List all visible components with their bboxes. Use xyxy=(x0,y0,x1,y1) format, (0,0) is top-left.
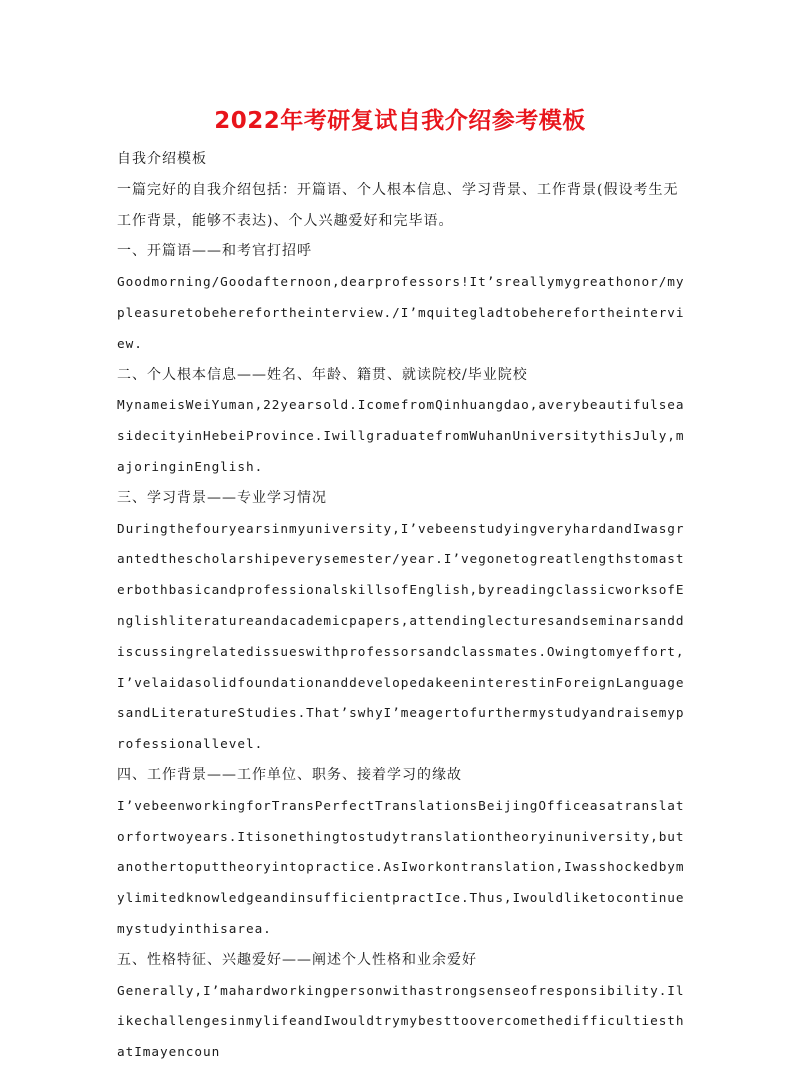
english-paragraph: MynameisWeiYuman,22yearsold.IcomefromQinhuangdao,averybeautifulseasidecityinHebeiProvince.IwillgraduatefromWuhanUniversitythisJuly,majoringinEnglish. xyxy=(117,397,685,474)
english-paragraph: Goodmorning/Goodafternoon,dearprofessors!It’sreallymygreathonor/mypleasuretobeherefortheinterview./I’mquitegladtobeherefortheinterview. xyxy=(117,274,685,351)
intro-paragraph: 一篇完好的自我介绍包括：开篇语、个人根本信息、学习背景、工作背景(假设考生无工作背景，能够不表达)、个人兴趣爱好和完毕语。 xyxy=(117,181,679,229)
document-title: 2022年考研复试自我介绍参考模板 xyxy=(214,108,586,134)
section-heading: 三、学习背景——专业学习情况 xyxy=(117,489,327,506)
english-paragraph: I’vebeenworkingforTransPerfectTranslationsBeijingOfficeasatranslatorfortwoyears.Itisonethingtostudytranslationtheoryinuniversity,butanothertoputtheoryintopractice.AsIworkontranslation,IwasshockedbymylimitedknowledgeandinsufficientpractIce.Thus,Iwouldliketocontinuemystudyinthisarea. xyxy=(117,797,685,936)
english-paragraph: Duringthefouryearsinmyuniversity,I’vebeenstudyingveryhardandIwasgrantedthescholarshipeverysemester/year.I’vegonetogreatlengthstomasterbothbasicandprofessionalskillsofEnglish,byreadingclassicworksofEnglishliteratureandacademicpapers,attendinglecturesandseminarsanddiscussingrelatedissueswithprofessorsandclassmates.Owingtomyeffort,I’velaidasolidfoundationanddevelopedakeeninterestinForeignLanguagesandLiteratureStudies.That’swhyI’meagertofurthermystudyandraisemyprofessionallevel. xyxy=(117,520,685,752)
section-heading: 自我介绍模板 xyxy=(117,151,207,167)
english-paragraph: Generally,I’mahardworkingpersonwithastrongsenseofresponsibility.IlikechallengesinmylifeandIwouldtrymybesttoovercomethedifficultiesthatImayencoun xyxy=(117,982,685,1060)
section-heading: 五、性格特征、兴趣爱好——阐述个人性格和业余爱好 xyxy=(117,951,477,968)
section-heading: 四、工作背景——工作单位、职务、接着学习的缘故 xyxy=(117,766,462,783)
section-heading: 一、开篇语——和考官打招呼 xyxy=(117,243,312,260)
document-body xyxy=(117,144,685,1068)
section-heading: 二、个人根本信息——姓名、年龄、籍贯、就读院校/毕业院校 xyxy=(117,366,528,383)
